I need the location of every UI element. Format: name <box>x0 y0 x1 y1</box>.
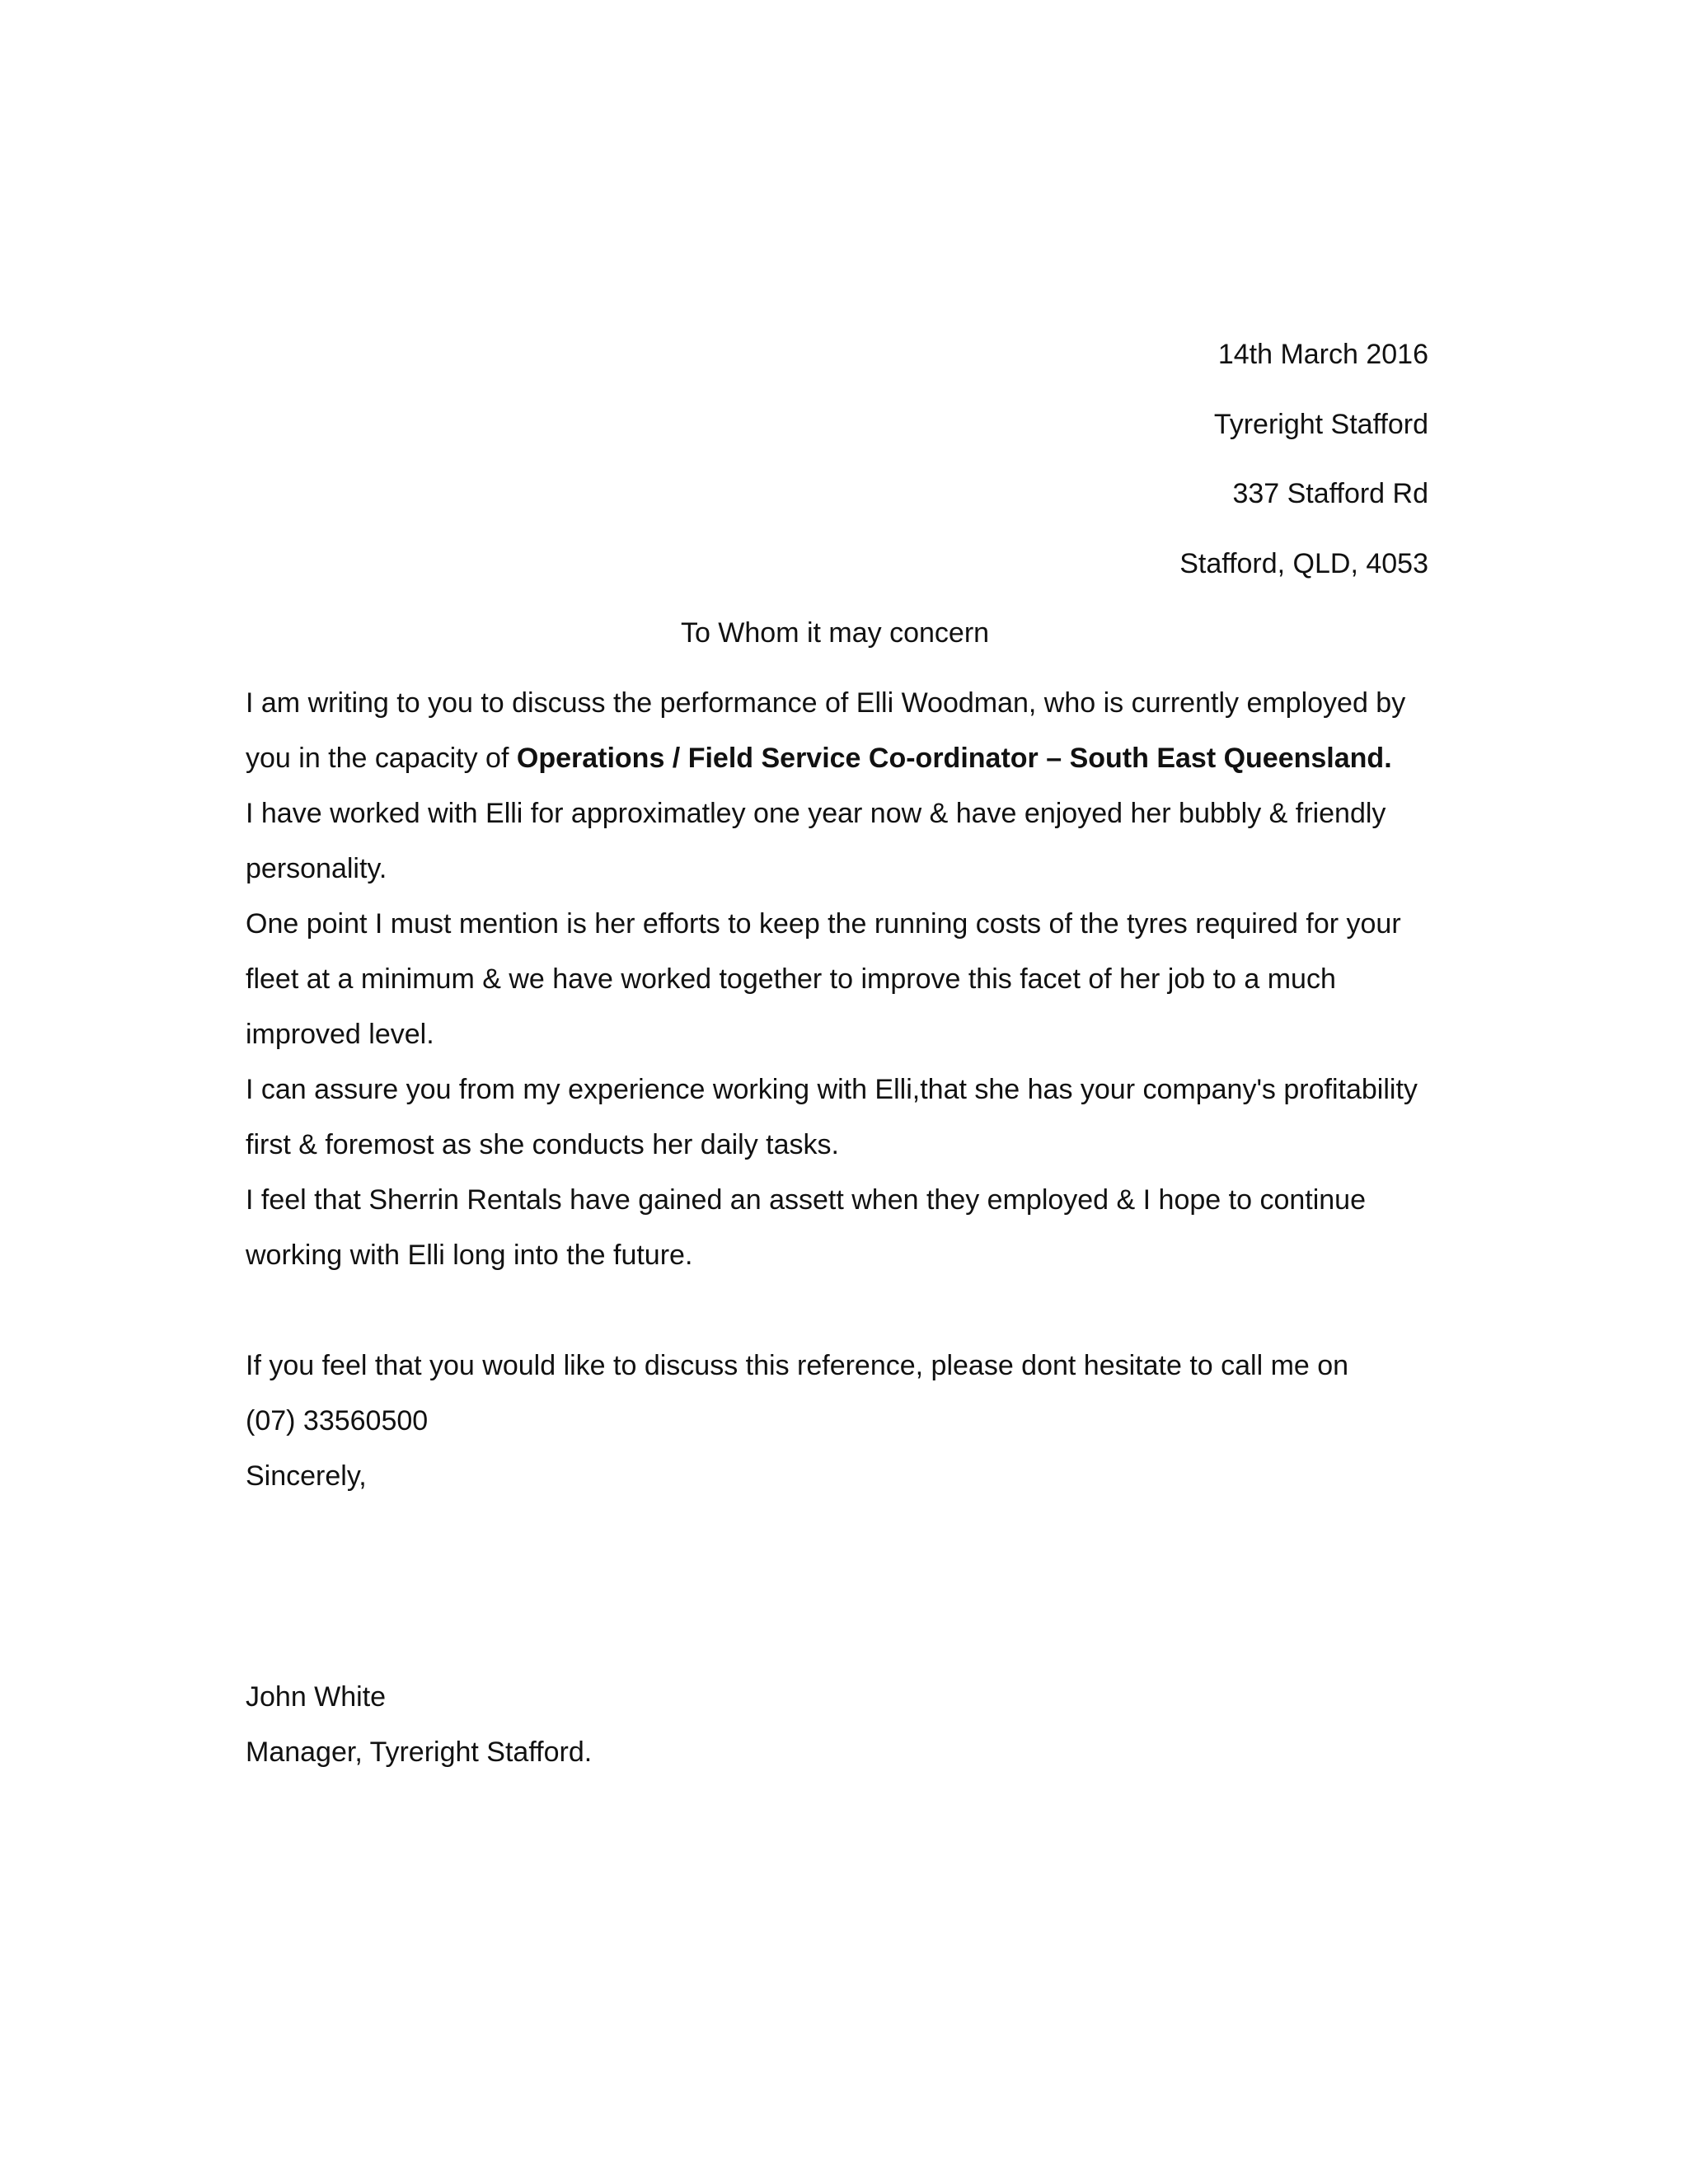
job-title: Operations / Field Service Co-ordinator – South East Queensland. <box>516 743 1392 774</box>
body-line: I feel that Sherrin Rentals have gained an assett when they employed & I hope to continue <box>246 1184 1366 1216</box>
body-line: If you feel that you would like to discuss this reference, please dont hesitate to call me on <box>246 1350 1349 1381</box>
body-text: you in the capacity of <box>246 743 517 774</box>
salutation: To Whom it may concern <box>680 617 990 649</box>
body-line: first & foremost as she conducts her daily tasks. <box>246 1129 839 1160</box>
body-line: working with Elli long into the future. <box>246 1240 693 1271</box>
phone-number: (07) 33560500 <box>246 1405 429 1436</box>
sender-city: Stafford, QLD, 4053 <box>1179 548 1428 579</box>
sender-company: Tyreright Stafford <box>1213 409 1428 440</box>
signatory-title: Manager, Tyreright Stafford. <box>246 1736 593 1768</box>
body-line: fleet at a minimum & we have worked together to improve this facet of her job to a much <box>246 963 1336 995</box>
body-line: personality. <box>246 853 387 884</box>
body-line-with-role <box>246 742 1392 775</box>
body-line: improved level. <box>246 1019 434 1050</box>
sender-street: 337 Stafford Rd <box>1232 478 1428 509</box>
letter-date: 14th March 2016 <box>1217 339 1428 370</box>
body-line: I can assure you from my experience working with Elli,that she has your company's profitability <box>246 1074 1418 1105</box>
signatory-name: John White <box>246 1681 387 1713</box>
body-line: I am writing to you to discuss the performance of Elli Woodman, who is currently employed by <box>246 687 1406 719</box>
body-line: I have worked with Elli for approximatley one year now & have enjoyed her bubbly & friendly <box>246 798 1386 829</box>
body-line: One point I must mention is her efforts to keep the running costs of the tyres required for your <box>246 908 1401 940</box>
closing: Sincerely, <box>246 1460 367 1492</box>
